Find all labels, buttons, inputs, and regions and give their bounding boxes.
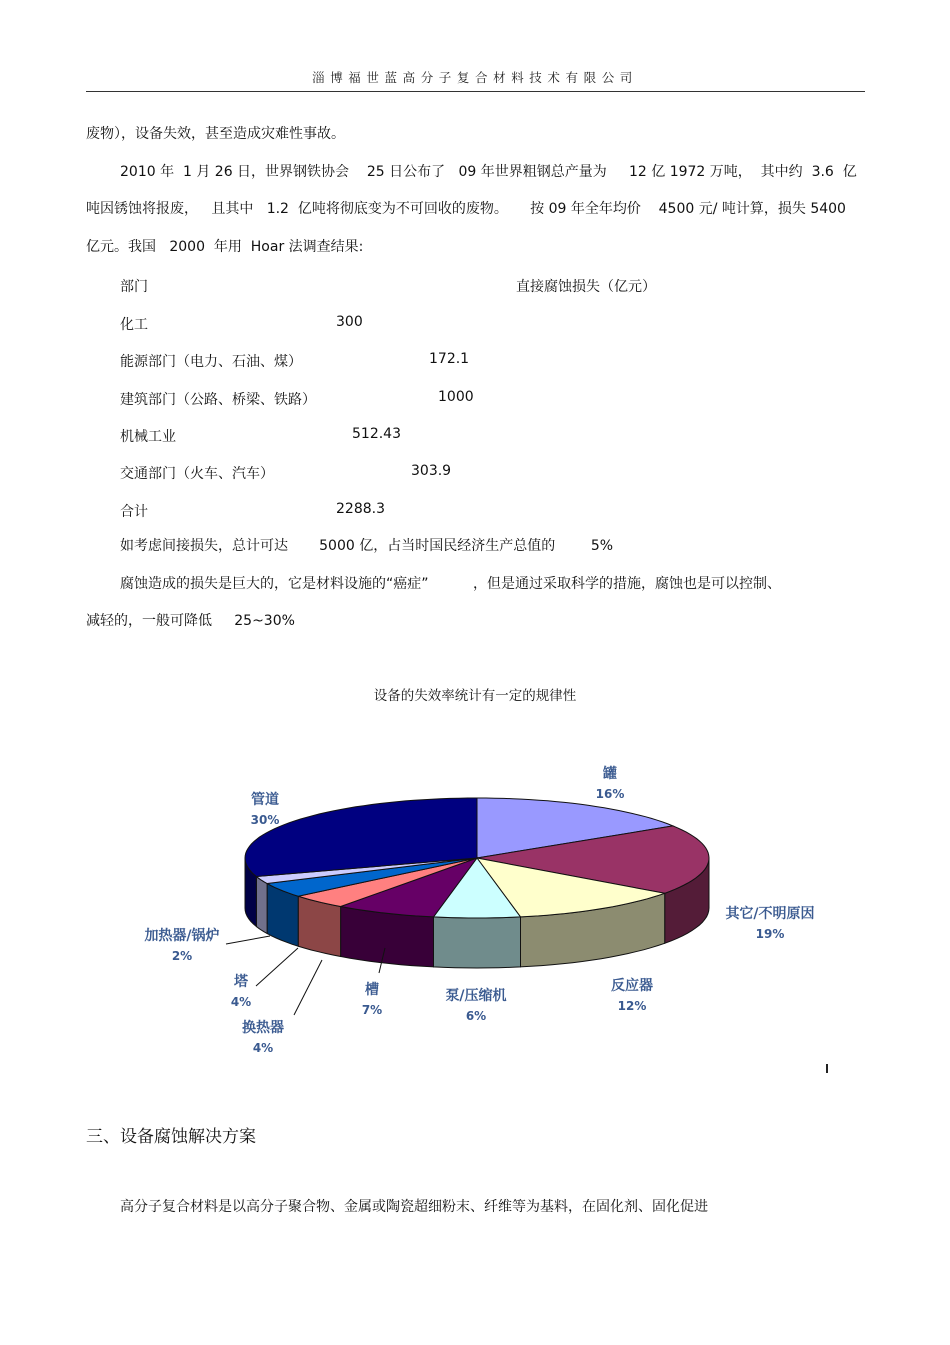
table-row-dept: 建筑部门（公路、桥梁、铁路） — [120, 392, 316, 408]
pie-percent-label: 2% — [171, 949, 193, 963]
pie-label: 槽 — [365, 982, 379, 998]
table-row-dept: 化工 — [120, 317, 148, 333]
section-heading: 三、设备腐蚀解决方案 — [86, 1127, 256, 1147]
paragraph-line: 减轻的，一般可降低 25~30% — [86, 613, 295, 629]
paragraph-line: 2010 年 1 月 26 日，世界钢铁协会 25 日公布了 09 年世界粗钢总产量为 12 亿 1972 万吨， 其中约 3.6 亿 — [120, 164, 857, 180]
pie-percent-label: 4% — [252, 1041, 274, 1055]
pie-label: 换热器 — [242, 1020, 284, 1036]
pie-leader-line — [294, 960, 322, 1015]
pie-percent-label: 16% — [595, 787, 625, 801]
pie-percent-label: 4% — [230, 995, 252, 1009]
pie-label: 加热器/锅炉 — [144, 928, 220, 944]
table-row-value: 2288.3 — [336, 501, 385, 517]
failure-rate-pie-chart — [0, 740, 950, 1080]
pie-side-加热器/锅炉 — [256, 877, 267, 934]
table-row-dept: 合计 — [120, 504, 148, 520]
page-mark — [826, 1064, 828, 1073]
pie-percent-label: 7% — [361, 1003, 383, 1017]
table-row-value: 300 — [336, 314, 363, 330]
table-row-value: 172.1 — [429, 351, 470, 367]
paragraph-line: 吨因锈蚀将报废， 且其中 1.2 亿吨将彻底变为不可回收的废物。 按 09 年全年均价 4500 元/ 吨计算，损失 5400 — [86, 201, 846, 217]
paragraph-line: 腐蚀造成的损失是巨大的，它是材料设施的“癌症” ，但是通过采取科学的措施，腐蚀也是可以控制、 — [120, 576, 782, 592]
paragraph-line: 高分子复合材料是以高分子聚合物、金属或陶瓷超细粉末、纤维等为基料，在固化剂、固化促进 — [120, 1199, 708, 1215]
pie-percent-label: 19% — [755, 927, 785, 941]
page-header: 淄博福世蓝高分子复合材料技术有限公司 — [312, 70, 638, 85]
table-row-value: 1000 — [438, 389, 474, 405]
table-header-loss: 直接腐蚀损失（亿元） — [516, 279, 656, 295]
pie-percent-label: 30% — [250, 813, 280, 827]
table-row-value: 303.9 — [411, 463, 452, 479]
pie-label: 泵/压缩机 — [445, 988, 507, 1004]
table-row-dept: 能源部门（电力、石油、煤） — [120, 354, 302, 370]
paragraph-line: 如考虑间接损失，总计可达 5000 亿，占当时国民经济生产总值的 5% — [120, 538, 614, 554]
pie-label: 其它/不明原因 — [725, 906, 815, 922]
pie-side-泵/压缩机 — [434, 917, 521, 968]
header-rule — [86, 91, 865, 92]
pie-leader-line — [226, 936, 270, 944]
table-row-dept: 机械工业 — [120, 429, 176, 445]
pie-percent-label: 6% — [465, 1009, 487, 1023]
table-row-dept: 交通部门（火车、汽车） — [120, 466, 274, 482]
table-header-dept: 部门 — [120, 279, 148, 295]
pie-label: 反应器 — [611, 978, 653, 994]
chart-caption: 设备的失效率统计有一定的规律性 — [373, 688, 577, 704]
paragraph-line: 废物），设备失效，甚至造成灾难性事故。 — [86, 126, 345, 142]
pie-leader-line — [256, 948, 298, 986]
table-row-value: 512.43 — [352, 426, 401, 442]
pie-label: 罐 — [603, 766, 617, 782]
paragraph-line: 亿元。我国 2000 年用 Hoar 法调查结果: — [86, 239, 364, 255]
pie-label: 管道 — [251, 792, 279, 808]
pie-label: 塔 — [234, 974, 248, 990]
pie-percent-label: 12% — [617, 999, 647, 1013]
